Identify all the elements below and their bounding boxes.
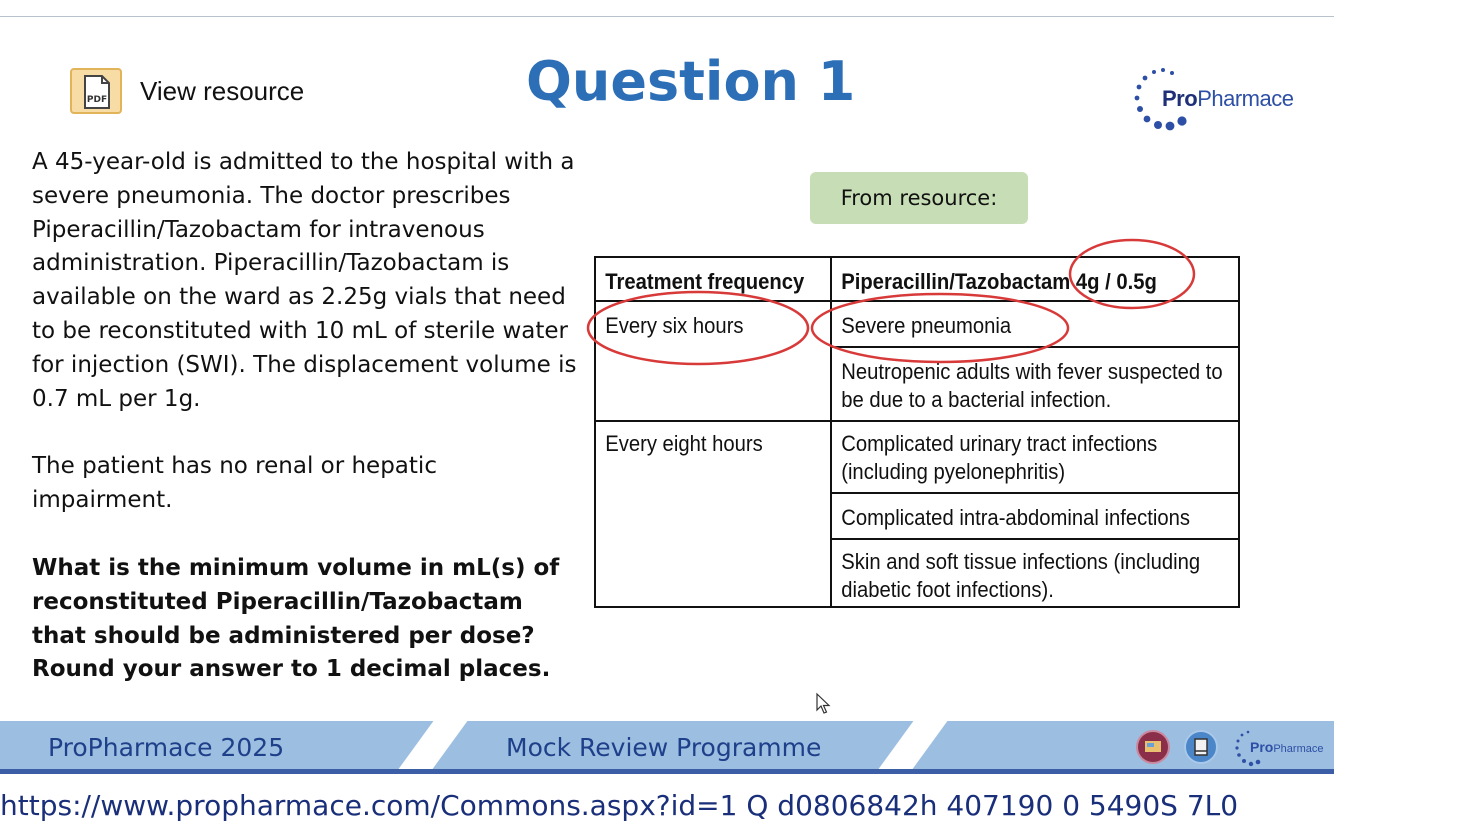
logo-pro-text: Pro [1162, 86, 1198, 111]
table-cell-indication: Neutropenic adults with fever suspected to be due to a bacterial infection. [841, 359, 1223, 412]
from-resource-label: From resource: [810, 172, 1028, 224]
dosing-table [594, 256, 1240, 608]
book-icon[interactable] [1184, 730, 1218, 764]
table-cell-frequency: Every six hours [605, 313, 744, 338]
table-cell-indication: Complicated intra-abdominal infections [841, 505, 1190, 530]
pdf-icon[interactable] [70, 68, 122, 114]
table-header-frequency: Treatment frequency [605, 269, 805, 294]
table-cell-indication: Severe pneumonia [841, 313, 1012, 338]
table-cell-indication: Complicated urinary tract infections (including pyelonephritis) [841, 431, 1158, 484]
table-cell-frequency: Every eight hours [605, 431, 763, 456]
question-patient-note: The patient has no renal or hepatic impairment. [32, 453, 437, 514]
footer-underline [0, 769, 1334, 774]
window-top-divider [0, 16, 1334, 17]
mouse-cursor-icon [816, 693, 832, 715]
view-resource-link[interactable]: View resource [140, 76, 305, 106]
footer-logo-pro: Pro [1250, 739, 1274, 755]
footer-propharmace-logo [1232, 728, 1332, 768]
footer-logo-rest: Pharmace [1273, 743, 1324, 755]
question-body [32, 146, 580, 687]
question-scenario: A 45-year-old is admitted to the hospital with a severe pneumonia. The doctor prescribes Piperacillin/Tazobactam for intravenous administration. Piperacillin/Tazobactam is available on the ward as 2.25g vials that need to be reconstituted with 10 mL of sterile water for injection (SWI). The displacement volume is 0.7 mL per 1g. [32, 149, 577, 412]
table-cell-indication: Skin and soft tissue infections (including diabetic foot infections). [841, 549, 1201, 602]
table-header-drug: Piperacillin/Tazobactam 4g / 0.5g [841, 269, 1157, 294]
footer-left-text: ProPharmace 2025 [48, 733, 285, 762]
pdf-icon-label: PDF [86, 95, 108, 105]
presentation-icon[interactable] [1136, 730, 1170, 764]
footer-center-text: Mock Review Programme [506, 733, 822, 762]
page-title: Question 1 [526, 50, 856, 113]
url-text-strip: https://www.propharmace.com/Commons.aspx?id=1 Q d0806842h 407190 0 5490S 7L0 [0, 789, 1239, 822]
question-prompt: What is the minimum volume in mL(s) of reconstituted Piperacillin/Tazobactam that should be administered per dose? Round your answer to 1 decimal places. [32, 554, 560, 683]
propharmace-logo [1130, 64, 1300, 136]
logo-rest-text: Pharmace [1197, 86, 1294, 111]
